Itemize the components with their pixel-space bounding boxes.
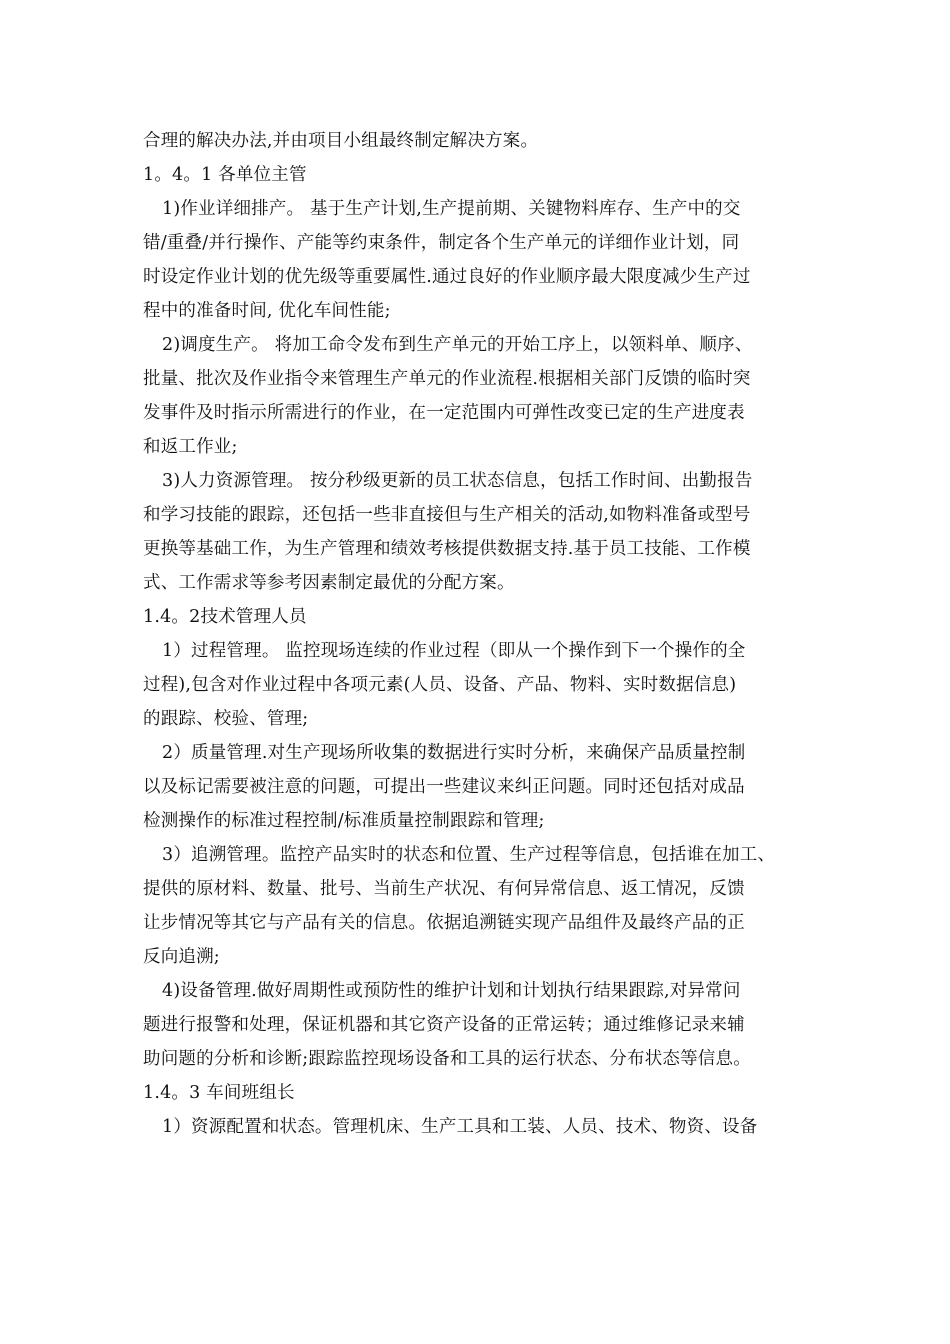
text-line: 以及标记需要被注意的问题，可提出一些建议来纠正问题。同时还包括对成品: [143, 777, 745, 797]
text-line: 3)人力资源管理。 按分秒级更新的员工状态信息，包括工作时间、出勤报告: [162, 471, 753, 491]
text-line: 1。4。1 各单位主管: [143, 165, 307, 185]
text-line: 的跟踪、校验、管理;: [143, 709, 309, 729]
text-line: 1）资源配置和状态。管理机床、生产工具和工装、人员、技术、物资、设备: [162, 1117, 758, 1137]
text-line: 和学习技能的跟踪，还包括一些非直接但与生产相关的活动,如物料准备或型号: [143, 505, 751, 525]
text-line: 过程),包含对作业过程中各项元素(人员、设备、产品、物料、实时数据信息): [143, 675, 737, 695]
text-line: 题进行报警和处理，保证机器和其它资产设备的正常运转；通过维修记录来辅: [143, 1015, 745, 1035]
text-line: 提供的原材料、数量、批号、当前生产状况、有何异常信息、返工情况，反馈: [143, 879, 745, 899]
text-line: 时设定作业计划的优先级等重要属性.通过良好的作业顺序最大限度减少生产过: [143, 267, 751, 287]
text-line: 助问题的分析和诊断;跟踪监控现场设备和工具的运行状态、分布状态等信息。: [143, 1049, 751, 1069]
text-line: 1.4。2技术管理人员: [143, 607, 307, 627]
text-line: 批量、批次及作业指令来管理生产单元的作业流程.根据相关部门反馈的临时突: [143, 369, 751, 389]
text-line: 4)设备管理.做好周期性或预防性的维护计划和计划执行结果跟踪,对异常问: [162, 981, 741, 1001]
text-line: 1)作业详细排产。 基于生产计划,生产提前期、关键物料库存、生产中的交: [162, 199, 741, 219]
text-line: 3）追溯管理。监控产品实时的状态和位置、生产过程等信息，包括谁在加工、: [162, 845, 776, 865]
text-line: 让步情况等其它与产品有关的信息。依据追溯链实现产品组件及最终产品的正: [143, 913, 745, 933]
text-line: 1.4。3 车间班组长: [143, 1083, 295, 1103]
text-line: 2）质量管理.对生产现场所收集的数据进行实时分析，来确保产品质量控制: [162, 743, 746, 763]
text-line: 检测操作的标准过程控制/标准质量控制跟踪和管理;: [143, 811, 545, 831]
text-line: 更换等基础工作，为生产管理和绩效考核提供数据支持.基于员工技能、工作模: [143, 539, 751, 559]
text-line: 2)调度生产。 将加工命令发布到生产单元的开始工序上，以领料单、顺序、: [162, 335, 753, 355]
text-line: 程中的准备时间, 优化车间性能;: [143, 301, 391, 321]
text-line: 合理的解决办法,并由项目小组最终制定解决方案。: [143, 131, 539, 151]
text-line: 式、工作需求等参考因素制定最优的分配方案。: [143, 573, 515, 593]
text-line: 和返工作业;: [143, 437, 238, 457]
text-line: 错/重叠/并行操作、产能等约束条件，制定各个生产单元的详细作业计划，同: [143, 233, 740, 253]
text-line: 1）过程管理。 监控现场连续的作业过程（即从一个操作到下一个操作的全: [162, 641, 746, 661]
text-line: 发事件及时指示所需进行的作业，在一定范围内可弹性改变已定的生产进度表: [143, 403, 745, 423]
document-body: [143, 124, 833, 1144]
text-line: 反向追溯;: [143, 947, 220, 967]
